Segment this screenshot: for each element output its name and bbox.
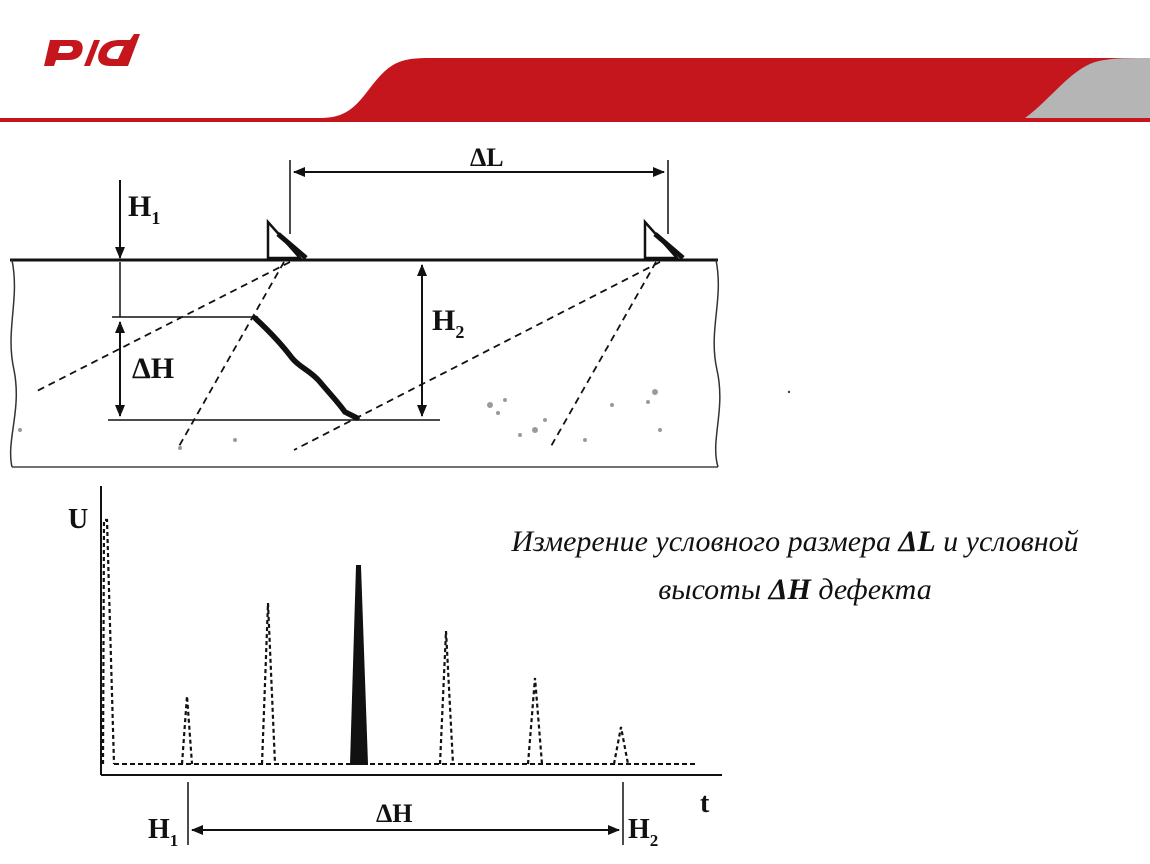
header-bar [0, 0, 1150, 130]
osc-h2-label: $H_2$ [628, 814, 659, 850]
pulse-initial [103, 520, 114, 764]
rzd-logo [38, 26, 158, 86]
osc-h1-label: $H_1$ [148, 814, 179, 850]
defect-crack [255, 318, 357, 418]
beam-right-1 [294, 262, 660, 450]
ultrasonic-diagram [0, 130, 1150, 864]
stray-dot [788, 391, 790, 393]
rail-section [10, 143, 720, 467]
h1-label: $H_1$ [128, 190, 161, 228]
pulse-2 [262, 603, 275, 764]
rail-left-break [11, 260, 17, 467]
beam-paths [35, 262, 660, 450]
delta-l-label: ΔL [470, 143, 504, 172]
caption-symbol-delta-h: ΔH [768, 573, 811, 606]
pulse-5 [528, 678, 542, 764]
transducer-right [645, 222, 683, 258]
pulse-defect [351, 566, 367, 764]
t-axis-label: t [700, 788, 710, 819]
header-underline [0, 118, 1150, 122]
rail-right-break [714, 260, 720, 467]
u-axis-label: U [68, 504, 89, 535]
h2-label: $H_2$ [432, 304, 465, 342]
caption-line-1: Измерение условного размера ΔL и условной [511, 525, 1079, 558]
header-band [0, 0, 1150, 130]
delta-h-label: ΔH [132, 352, 175, 385]
transducer-left [268, 222, 306, 258]
pulse-1 [182, 696, 192, 764]
caption-line-2: высоты ΔH дефекта [658, 573, 932, 606]
beam-right-2 [550, 262, 656, 448]
header-red-band [0, 58, 1150, 118]
figure-caption [440, 518, 1150, 614]
osc-delta-h-label: ΔH [376, 799, 413, 828]
rzd-logo-mark [38, 26, 158, 76]
caption-symbol-delta-l: ΔL [898, 525, 936, 558]
pulse-4 [440, 631, 453, 764]
pulse-6 [614, 727, 628, 764]
